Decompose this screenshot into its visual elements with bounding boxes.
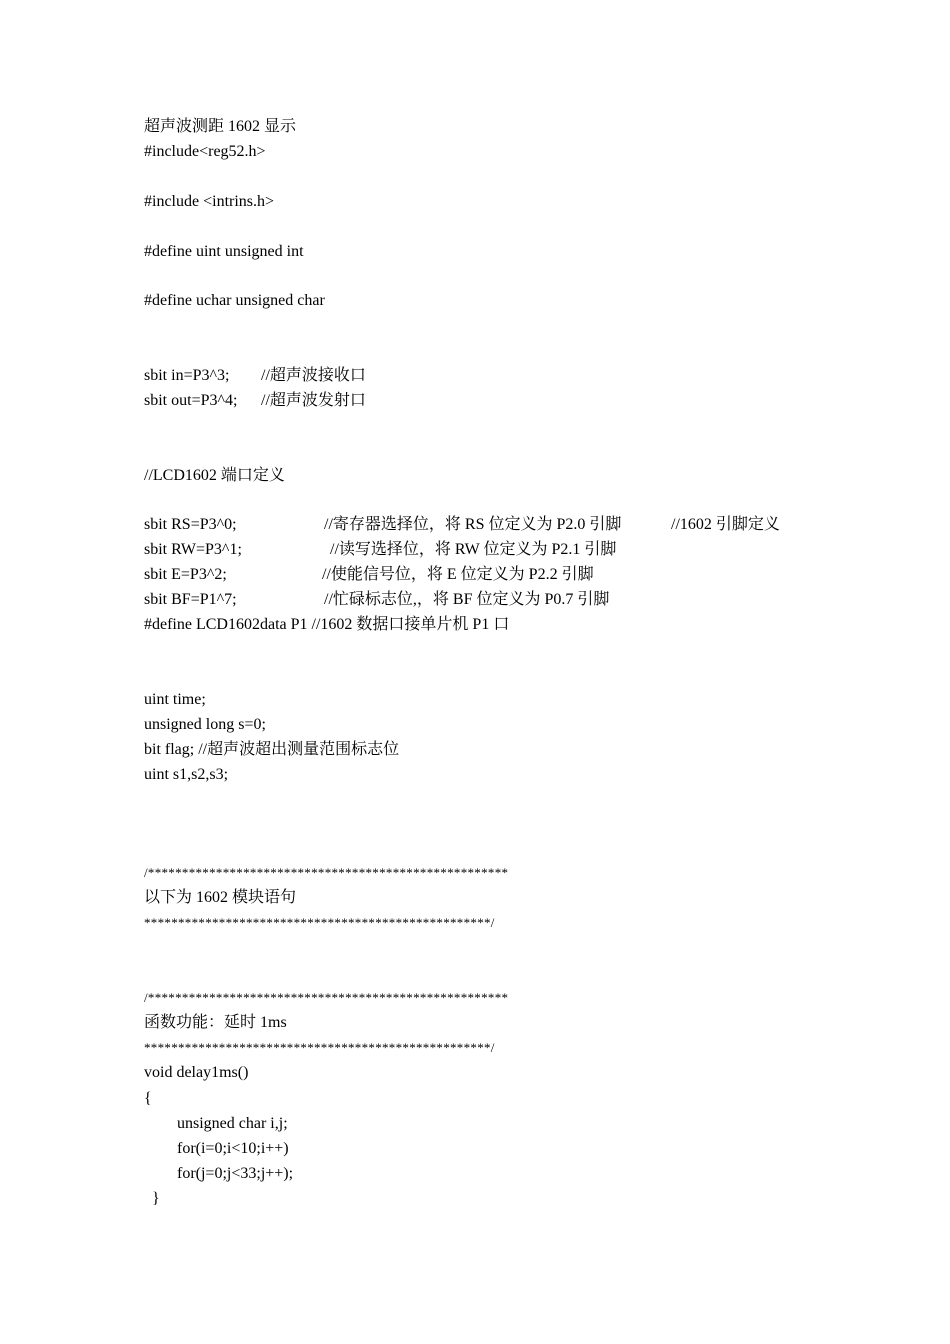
sbit-out-code: sbit out=P3^4;: [144, 392, 238, 409]
func-body-line: for(i=0;i<10;i++): [177, 1140, 289, 1157]
sbit-e-code: sbit E=P3^2;: [144, 566, 227, 583]
sbit-rs-code: sbit RS=P3^0;: [144, 516, 237, 533]
define-uchar: #define uchar unsigned char: [144, 292, 325, 309]
sbit-bf-comment: //忙碌标志位,，将 BF 位定义为 P0.7 引脚: [324, 591, 610, 608]
block1-text: 以下为 1602 模块语句: [144, 889, 297, 906]
sbit-rw-code: sbit RW=P3^1;: [144, 541, 242, 558]
pin-definition-comment: //1602 引脚定义: [671, 516, 780, 533]
function-signature: void delay1ms(): [144, 1064, 249, 1081]
document-title: 超声波测距 1602 显示: [144, 118, 297, 135]
sbit-bf-code: sbit BF=P1^7;: [144, 591, 237, 608]
func-body-line: for(j=0;j<33;j++);: [177, 1165, 294, 1182]
block1-close: ***************************************************/: [144, 915, 495, 930]
sbit-in-code: sbit in=P3^3;: [144, 367, 230, 384]
sbit-rs-comment: //寄存器选择位，将 RS 位定义为 P2.0 引脚: [324, 516, 622, 533]
brace-open: {: [144, 1090, 152, 1107]
sbit-e-comment: //使能信号位，将 E 位定义为 P2.2 引脚: [322, 566, 594, 583]
define-uint: #define uint unsigned int: [144, 243, 304, 260]
brace-close: }: [152, 1190, 160, 1207]
block2-open: /*****************************************************: [144, 990, 509, 1005]
sbit-in-comment: //超声波接收口: [261, 367, 366, 384]
var-flag: bit flag; //超声波超出测量范围标志位: [144, 741, 400, 758]
block1-open: /*****************************************************: [144, 865, 509, 880]
lcd-port-comment: //LCD1602 端口定义: [144, 467, 285, 484]
var-s123: uint s1,s2,s3;: [144, 766, 229, 783]
func-body-line: unsigned char i,j;: [177, 1115, 288, 1132]
include-intrins: #include <intrins.h>: [144, 193, 275, 210]
var-time: uint time;: [144, 691, 206, 708]
block2-close: ***************************************************/: [144, 1040, 495, 1055]
sbit-out-comment: //超声波发射口: [261, 392, 366, 409]
var-s: unsigned long s=0;: [144, 716, 266, 733]
define-lcd-data: #define LCD1602data P1 //1602 数据口接单片机 P1 口: [144, 616, 510, 633]
block2-text: 函数功能：延时 1ms: [144, 1014, 287, 1031]
sbit-rw-comment: //读写选择位，将 RW 位定义为 P2.1 引脚: [330, 541, 617, 558]
include-reg52: #include<reg52.h>: [144, 143, 266, 160]
